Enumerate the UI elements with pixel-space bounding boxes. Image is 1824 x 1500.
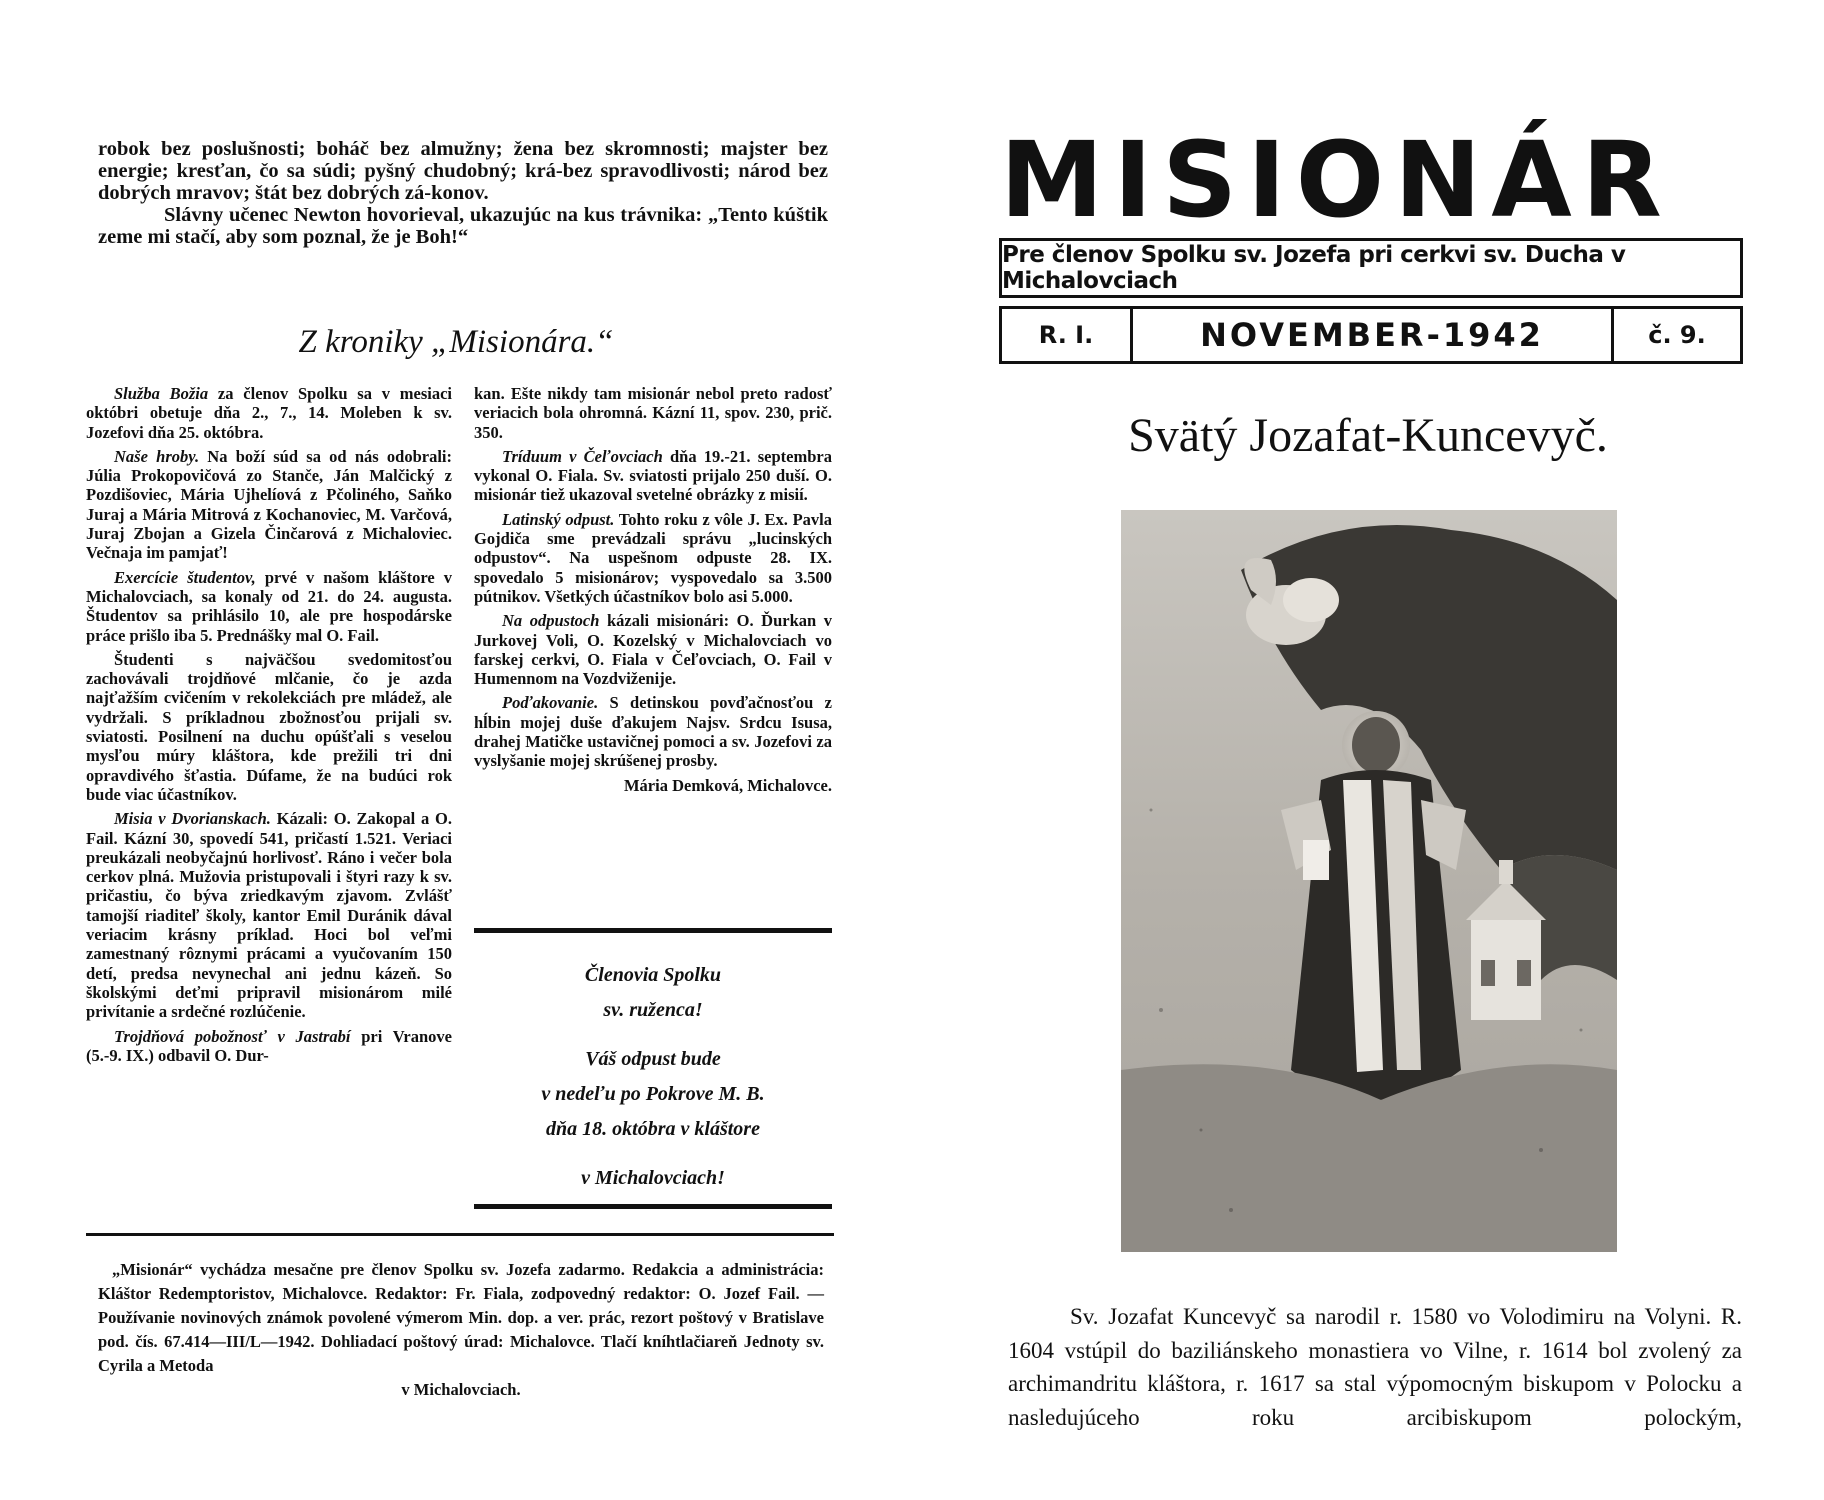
paragraph-text: Na boží súd sa od nás odobrali: Júlia Prokopovičová zo Stanče, Ján Malčický z Pozdišoviec, Mária Ujhelíová z Pčoliného, Saňko Juraj a Mária Mitrová z Kochanoviec, M. Varčová, Juraj Zbojan a Gizela Činčarová z Michaloviec. Večnaja im pamjať! (86, 446, 452, 563)
paragraph-text: dňa 19.-21. septembra vykonal O. Fiala. Sv. sviatosti prijalo 250 duší. O. misionár tiež ukazoval svetelné obrázky z misií. (474, 446, 832, 505)
paragraph-lead: Naše hroby. (114, 446, 200, 466)
paragraph-lead: Latinský odpust. (502, 509, 615, 529)
paragraph-lead: Trojdňová pobožnosť v Jastrabí (114, 1026, 351, 1046)
paragraph (474, 447, 832, 505)
issue-date-cell: NOVEMBER-1942 (1133, 309, 1614, 361)
paragraph (474, 611, 832, 688)
volume-cell: R. I. (1002, 309, 1133, 361)
biography-paragraph: Sv. Jozafat Kuncevyč sa narodil r. 1580 vo Volodimiru na Volyni. R. 1604 vstúpil do baziliánskeho monastiera vo Vilne, r. 1614 bol zvolený za archimandritu kláštora, r. 1617 sa stal výpomocným biskupom v Polocku a nasledujúceho roku arcibiskupom polockým, (1008, 1304, 1742, 1430)
issue-number-cell: č. 9. (1648, 321, 1706, 349)
imprint-last-line: v Michalovciach. (401, 1380, 521, 1399)
paragraph-text: pri Vranove (5.-9. IX.) odbavil O. Dur- (86, 1026, 452, 1065)
intro-paragraph-1: robok bez poslušnosti; boháč bez almužny; žena bez skromnosti; majster bez energie; kresťan, čo sa súdi; pyšný chudobný; krá-bez spravodlivosti; národ bez dobrých mravov; štát bez dobrých zá-konov. (98, 138, 828, 204)
right-page (912, 0, 1824, 1500)
article-title: Svätý Jozafat-Kuncevyč. (1128, 409, 1608, 462)
subtitle-text: Pre členov Spolku sv. Jozefa pri cerkvi sv. Ducha v Michalovciach (1002, 242, 1626, 294)
intro-paragraph-2: Slávny učenec Newton hovorieval, ukazujúc na kus trávnika: „Tento kúštik zeme mi stačí, aby som poznal, že je Boh!“ (98, 204, 828, 248)
paragraph-lead: Na odpustoch (502, 611, 600, 631)
saint-portrait-photo (1121, 510, 1617, 1252)
paragraph (86, 568, 452, 645)
paragraph-lead: Poďakovanie. (502, 693, 599, 713)
paragraph-lead: Misia v Dvorianskach. (114, 809, 271, 829)
notice-box (474, 958, 832, 1196)
column-1 (86, 384, 452, 1070)
paragraph-lead: Exercície študentov, (114, 567, 256, 587)
box-line: Váš odpust bude (585, 1048, 721, 1070)
box-line: dňa 18. októbra v kláštore (546, 1118, 760, 1140)
paragraph-text: kázali misionári: O. Ďurkan v Jurkovej Voli, O. Kozelský v Michalovciach vo farskej cerkvi, O. Fiala v Čeľovciach, O. Fail v Humennom na Vozdviženije. (474, 611, 832, 689)
masthead-title: MISIONÁR (1000, 119, 1672, 241)
box-line: sv. ruženca! (603, 999, 703, 1021)
intro-text (98, 138, 828, 248)
paragraph (86, 1027, 452, 1066)
paragraph-text: Kázali: O. Zakopal a O. Fail. Kázní 30, spovedí 541, pričastí 1.521. Veriaci preukázali neobyčajnú horlivosť. Ráno i večer bola cerkov plná. Mužovia pristupovali i štyri razy k sv. pričastiu, čo býva zriedkavým zjavom. Zvlášť tamojší riaditeľ školy, kantor Emil Duránik dával veriacim krásny príklad. Hoci bol veľmi zamestnaný rôznymi prácami a vyučovaním 150 detí, predsa nevynechal ani jednu kázeň. So školskými deťmi pripravil misionárom milé privítanie a srdečné rozlúčenie. (86, 809, 452, 1022)
imprint-text: „Misionár“ vychádza mesačne pre členov Spolku sv. Jozefa zadarmo. Redakcia a administrácia: Kláštor Redemptoristov, Michalovce. Redaktor: Fr. Fiala, zodpovedný redaktor: O. Jozef Fail. — Používanie novinových známok povolené výmerom Min. dop. a ver. prác, rezort poštový v Bratislave pod. čís. 67.414—III/L—1942. Dohliadací poštový úrad: Michalovce. Tlačí kníhtlačiareň Jednoty sv. Cyrila a Metoda (98, 1260, 824, 1375)
section-title: Z kroniky „Misionára.“ (298, 324, 614, 360)
box-top-rule (474, 928, 832, 933)
column-2 (474, 384, 832, 800)
paragraph-text: prvé v našom kláštore v Michalovciach, sa konaly od 21. do 24. augusta. Študentov sa prihlásilo 10, ale pre hospodárske práce prišlo iba 5. Prednášky mal O. Fail. (86, 567, 452, 645)
paragraph-lead: Služba Božia (114, 384, 209, 403)
paragraph-text: Tohto roku z vôle J. Ex. Pavla Gojdiča sme prevádzali správu „lucinských odpustov“. Na uspešnom odpuste 28. IX. spovedalo 5 misionárov; vyspovedalo sa 3.500 pútnikov. Všetkých účastníkov bolo asi 5.000. (474, 509, 832, 606)
subtitle-banner (999, 238, 1743, 298)
box-line: Členovia Spolku (584, 964, 722, 986)
paragraph-text: za členov Spolku sa v mesiaci októbri obetuje dňa 2., 7., 14. Moleben k sv. Jozefovi dňa 25. októbra. (86, 384, 452, 442)
footer-rule (86, 1233, 834, 1236)
paragraph (86, 447, 452, 563)
paragraph (86, 384, 452, 442)
paragraph (474, 384, 832, 442)
box-bottom-rule (474, 1204, 832, 1209)
issue-info-row (999, 306, 1743, 364)
paragraph-text: kan. Ešte nikdy tam misionár nebol preto radosť veriacich bola ohromná. Kázní 11, spov. 230, prič. 350. (474, 384, 832, 442)
paragraph (86, 650, 452, 804)
paragraph-lead: Tríduum v Čeľovciach (502, 446, 663, 466)
box-line: v nedeľu po Pokrove M. B. (541, 1083, 765, 1105)
paragraph (86, 809, 452, 1021)
imprint-footer (98, 1258, 824, 1402)
box-line: v Michalovciach! (581, 1167, 725, 1189)
paragraph-text: S detinskou povďačnosťou z hĺbin mojej duše ďakujem Najsv. Srdcu Isusa, drahej Matičke ustavičnej pomoci a sv. Jozefovi za vyslyšanie mojej skrúšenej prosby. (474, 693, 832, 771)
biography-text (1008, 1300, 1742, 1434)
paragraph (474, 693, 832, 770)
paragraph-text: Študenti s najväčšou svedomitosťou zachovávali trojdňové mlčanie, čo je azda najťažším cvičením v rekolekciách pre mládež, ale vydržali. S príkladnou zbožnosťou prijali sv. sviatosti. Posilnení na duchu opúšťali s veselou mysľou múry kláštora, kde prežili tri dni opravdivého šťastia. Dúfame, že na budúci rok bude viac účastníkov. (86, 649, 452, 804)
paragraph (474, 510, 832, 606)
signature: Mária Demková, Michalovce. (623, 775, 832, 795)
